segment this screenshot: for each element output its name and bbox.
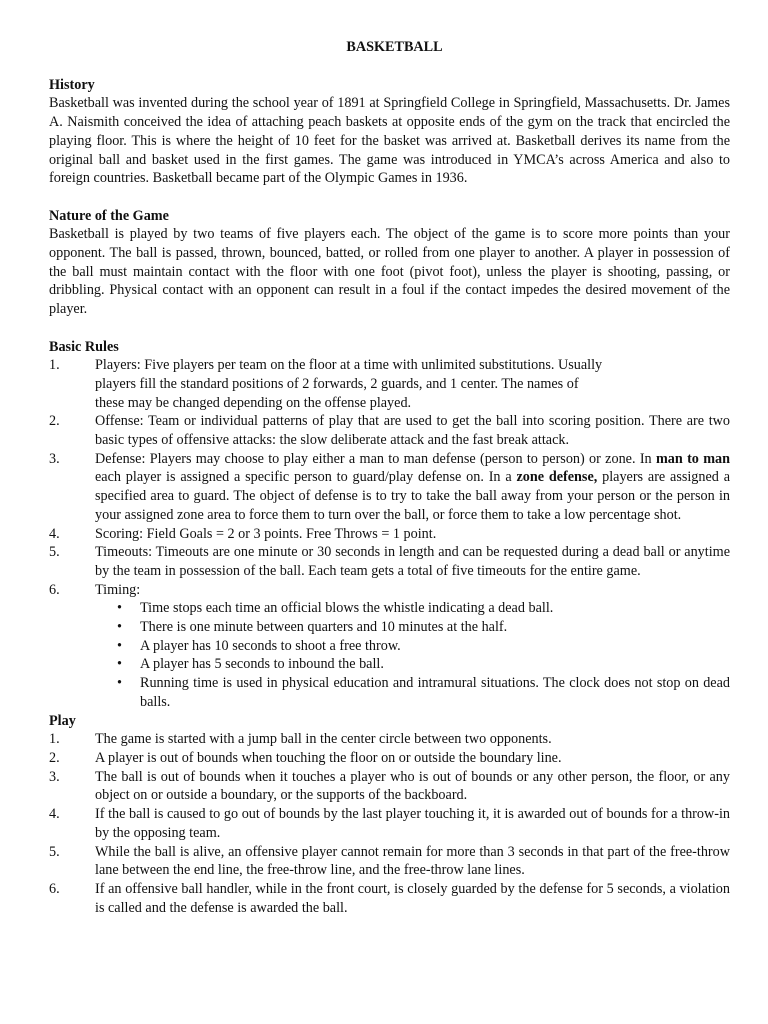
- history-paragraph: Basketball was invented during the school year of 1891 at Springfield College in Springfield, Massachusetts. Dr. James A. Naismith conceived the idea of attaching peach baskets at opposite ends of the gym on the track that encircled the playing floor. This is where the height of 10 feet for the basket was arrived at. Basketball derives its name from the original ball and basket used in the first games. The game was introduced in YMCA’s across America and also to foreign countries. Basketball became part of the Olympic Games in 1936.: [49, 95, 730, 187]
- play-number: 6.: [49, 880, 60, 897]
- bullet-icon: •: [117, 675, 122, 692]
- rule-text-part: players are assigned a specified area to guard. The object of defense is to try to take the ball away from your person or the person in your assigned zone area to force them to turn over the ball, or force them to take a low percentage shot.: [95, 469, 730, 523]
- play-item: [49, 805, 730, 842]
- play-item: [49, 749, 730, 768]
- list-item: [49, 655, 730, 674]
- basic-rules-heading: Basic Rules: [49, 338, 119, 355]
- rule-line: Players: Five players per team on the floor at a time with unlimited substitutions. Usually: [95, 357, 603, 374]
- rule-line: players fill the standard positions of 2 forwards, 2 guards, and 1 center. The names of: [95, 375, 579, 392]
- spacer: [49, 319, 730, 338]
- rule-text: [95, 356, 730, 412]
- spacer: [49, 188, 730, 207]
- history-heading: History: [49, 76, 95, 93]
- rule-number: 3.: [49, 450, 60, 467]
- rule-text-part: Defense: Players may choose to play either a man to man defense (person to person) or zone. In: [95, 450, 656, 467]
- play-number: 5.: [49, 843, 60, 860]
- play-item: [49, 730, 730, 749]
- rule-text: Scoring: Field Goals = 2 or 3 points. Free Throws = 1 point.: [95, 525, 437, 542]
- play-number: 3.: [49, 768, 60, 785]
- rule-item-timeouts: [49, 543, 730, 580]
- list-item: [49, 674, 730, 711]
- rule-item-scoring: [49, 525, 730, 544]
- rule-text: Timing:: [95, 581, 141, 598]
- document-page: [49, 38, 730, 917]
- rule-text: Offense: Team or individual patterns of play that are used to get the ball into scoring position. There are two basic types of offensive attacks: the slow deliberate attack and the fast break attack.: [95, 413, 730, 449]
- nature-heading: Nature of the Game: [49, 207, 169, 224]
- play-item: [49, 843, 730, 880]
- bullet-text: There is one minute between quarters and 10 minutes at the half.: [140, 619, 508, 636]
- bullet-text: Running time is used in physical education and intramural situations. The clock does not stop on dead balls.: [140, 675, 730, 710]
- play-text: While the ball is alive, an offensive player cannot remain for more than 3 seconds in that part of the free-throw lane between the end line, the free-throw line, and the free-throw lane lines.: [95, 843, 730, 879]
- document-title: BASKETBALL: [346, 39, 443, 55]
- list-item: [49, 618, 730, 637]
- play-heading: Play: [49, 712, 76, 729]
- rule-item-timing: [49, 581, 730, 600]
- bullet-icon: •: [117, 619, 122, 636]
- play-text: If the ball is caused to go out of bounds by the last player touching it, it is awarded out of bounds for a throw-in by the opposing team.: [95, 806, 730, 841]
- play-number: 2.: [49, 749, 60, 766]
- rule-item-offense: [49, 412, 730, 449]
- play-text: The ball is out of bounds when it touches a player who is out of bounds or any other person, the floor, or any object on or outside a boundary, or the supports of the backboard.: [95, 768, 730, 804]
- rule-text: [95, 450, 730, 525]
- rule-number: 5.: [49, 544, 60, 561]
- list-item: [49, 599, 730, 618]
- bullet-text: A player has 5 seconds to inbound the ball.: [140, 656, 384, 673]
- rule-item-defense: [49, 450, 730, 525]
- bullet-text: A player has 10 seconds to shoot a free throw.: [140, 637, 401, 654]
- play-text: A player is out of bounds when touching the floor on or outside the boundary line.: [95, 749, 562, 766]
- rule-bold-term: man to man: [655, 450, 730, 467]
- rule-number: 2.: [49, 413, 60, 430]
- bullet-icon: •: [117, 656, 122, 673]
- rule-bold-term: zone defense,: [516, 469, 598, 486]
- rule-number: 6.: [49, 581, 60, 598]
- rule-text: Timeouts: Timeouts are one minute or 30 seconds in length and can be requested during a dead ball or anytime by the team in possession of the ball. Each team gets a total of five timeouts for the entire game.: [95, 544, 730, 579]
- rule-number: 1.: [49, 357, 60, 374]
- play-text: If an offensive ball handler, while in the front court, is closely guarded by the defense for 5 seconds, a violation is called and the defense is awarded the ball.: [95, 880, 730, 916]
- list-item: [49, 637, 730, 656]
- play-item: [49, 768, 730, 805]
- play-item: [49, 880, 730, 917]
- bullet-icon: •: [117, 600, 122, 617]
- nature-paragraph: Basketball is played by two teams of five players each. The object of the game is to score more points than your opponent. The ball is passed, thrown, bounced, batted, or rolled from one player to another. A player in possession of the ball must maintain contact with the floor with one foot (pivot foot), unless the player is shooting, passing, or dribbling. Physical contact with an opponent can result in a foul if the contact impedes the desired movement of the player.: [49, 226, 730, 318]
- rule-line: these may be changed depending on the offense played.: [95, 394, 412, 411]
- rule-text-part: each player is assigned a specific person to guard/play defense on. In a: [95, 469, 517, 486]
- bullet-text: Time stops each time an official blows the whistle indicating a dead ball.: [140, 600, 554, 617]
- timing-bullet-list: [49, 599, 730, 711]
- play-text: The game is started with a jump ball in the center circle between two opponents.: [95, 731, 552, 748]
- play-number: 1.: [49, 731, 60, 748]
- bullet-icon: •: [117, 637, 122, 654]
- rule-item-players: [49, 356, 730, 412]
- play-number: 4.: [49, 806, 60, 823]
- rule-number: 4.: [49, 525, 60, 542]
